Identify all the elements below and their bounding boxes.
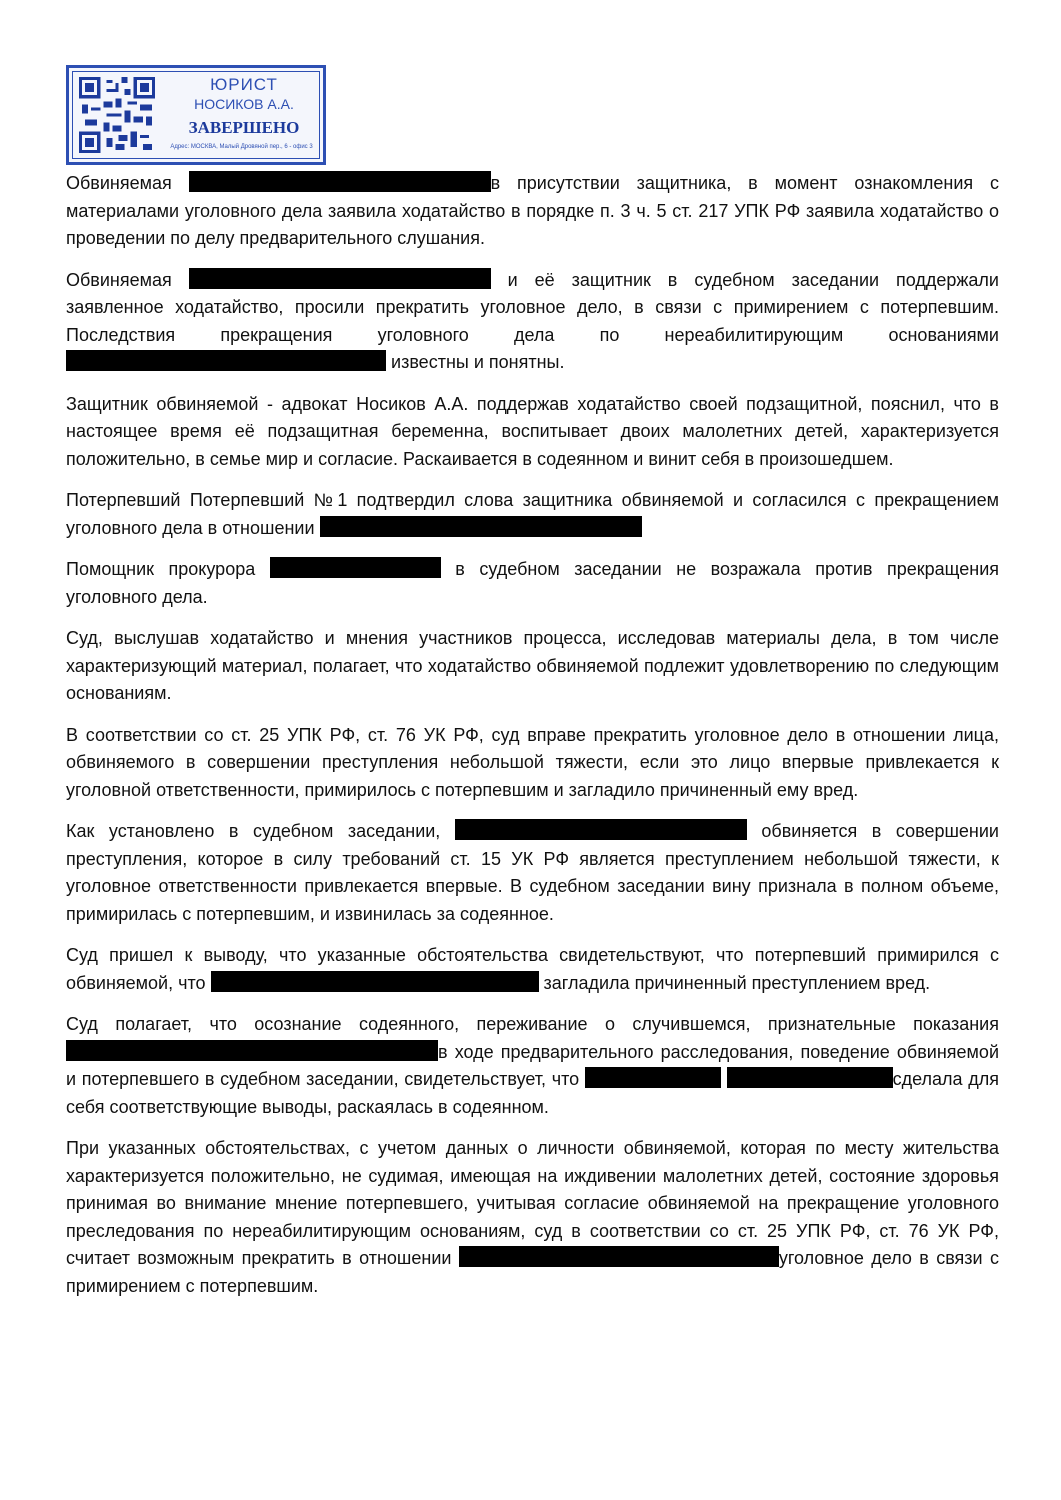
paragraph-text: Суд, выслушав ходатайство и мнения участников процесса, исследовав материалы дела, в том числе характеризующий материал, полагает, что ходатайство обвиняемой подлежит удовлетворению по следующим основаниям.: [66, 628, 999, 703]
redaction-block: [66, 350, 386, 371]
paragraph-text: уголовное дело в связи с примирением с потерпевшим.: [66, 1248, 999, 1296]
paragraph-text: Помощник прокурора: [66, 559, 256, 579]
redaction-block: [459, 1246, 779, 1267]
redaction-block: [585, 1067, 721, 1088]
paragraph-text: сделала для себя соответствующие выводы, раскаялась в содеянном.: [66, 1069, 999, 1117]
paragraph-text: и её защитник в судебном заседании поддержали заявленное ходатайство, просили прекратить уголовное дело, в связи с примирением с потерпевшим. Последствия прекращения уголовного дела по нереабилитирующим основаниями: [66, 269, 999, 345]
qr-code-icon: [79, 77, 155, 153]
paragraph-text: обвиняется в совершении преступления, которое в силу требований ст. 15 УК РФ является преступлением небольшой тяжести, к уголовное ответственности привлекается впервые. В судебном заседании вину признала в полном объеме, примирилась с потерпевшим, и извинилась за содеянное.: [66, 821, 999, 924]
redaction-block: [66, 1040, 438, 1061]
paragraph: [66, 170, 999, 253]
paragraph-text: Обвиняемая: [66, 269, 172, 290]
paragraph-text: известны и понятны.: [391, 352, 565, 372]
paragraph-text: При указанных обстоятельствах, с учетом данных о личности обвиняемой, которая по месту жительства характеризуется положительно, не судимая, имеющая на иждивении малолетних детей, состояние здоровья принимая во внимание мнение потерпевшего, учитывая согласие обвиняемой на прекращение уголовного преследования по нереабилитирующим основаниям, суд в соответствии со ст. 25 УПК РФ, ст. 76 УК РФ, считает возможным прекратить в отношении: [66, 1138, 999, 1268]
paragraph: [66, 267, 999, 377]
paragraph-text: В соответствии со ст. 25 УПК РФ, ст. 76 УК РФ, суд вправе прекратить уголовное дело в отношении лица, обвиняемого в совершении преступления небольшой тяжести, если это лицо впервые привлекается к уголовной ответственности, примирилось с потерпевшим и загладило причиненный ему вред.: [66, 724, 999, 800]
redaction-block: [189, 268, 491, 289]
redaction-block: [455, 819, 747, 840]
paragraph-text: Как установлено в судебном заседании,: [66, 821, 441, 841]
stamp-lawyer-name: НОСИКОВ А.А.: [194, 96, 294, 112]
paragraph: [66, 722, 999, 805]
paragraph: [66, 625, 999, 708]
stamp-status: ЗАВЕРШЕНО: [188, 118, 300, 137]
paragraph-text: Суд пришел к выводу, что указанные обстоятельства свидетельствуют, что потерпевший примирился с обвиняемой, что: [66, 945, 999, 993]
paragraph-text: Обвиняемая: [66, 173, 172, 193]
paragraph-text: в присутствии защитника, в момент ознакомления с материалами уголовного дела заявила ходатайство в порядке п. 3 ч. 5 ст. 217 УПК РФ заявила ходатайство о проведении по делу предварительного слушания.: [66, 173, 999, 248]
paragraph-text: загладила причиненный преступлением вред.: [543, 972, 931, 993]
paragraph-text: Суд полагает, что осознание содеянного, переживание о случившемся, признательные показания: [66, 1014, 999, 1034]
redaction-block: [270, 557, 441, 578]
paragraph-text: в ходе предварительного расследования, поведение обвиняемой и потерпевшего в судебном заседании, свидетельствует, что: [66, 1041, 999, 1089]
lawyer-stamp: [66, 65, 326, 165]
stamp-profession: ЮРИСТ: [210, 75, 278, 94]
paragraph: [66, 818, 999, 928]
paragraph: [66, 1135, 999, 1300]
paragraph: [66, 1011, 999, 1121]
redaction-block: [727, 1067, 893, 1088]
paragraph-text: Защитник обвиняемой - адвокат Носиков А.А. поддержав ходатайство своей подзащитной, пояснил, что в настоящее время её подзащитная беременна, воспитывает двоих малолетних детей, характеризуется положительно, в семье мир и согласие. Раскаивается в содеянном и винит себя в произошедшем.: [66, 393, 999, 469]
document-body: [66, 170, 999, 1314]
paragraph: [66, 556, 999, 611]
paragraph-text: Потерпевший Потерпевший №1 подтвердил слова защитника обвиняемой и согласился с прекращением уголовного дела в отношении: [66, 490, 999, 538]
redaction-block: [320, 516, 642, 537]
paragraph: [66, 391, 999, 474]
stamp-address: Адрес: МОСКВА, Малый Дровяной пер., 6 - офис 3: [170, 144, 313, 150]
paragraph-text: в судебном заседании не возражала против прекращения уголовного дела.: [66, 559, 999, 607]
redaction-block: [189, 171, 491, 192]
paragraph: [66, 942, 999, 997]
paragraph: [66, 487, 999, 542]
redaction-block: [211, 971, 539, 992]
